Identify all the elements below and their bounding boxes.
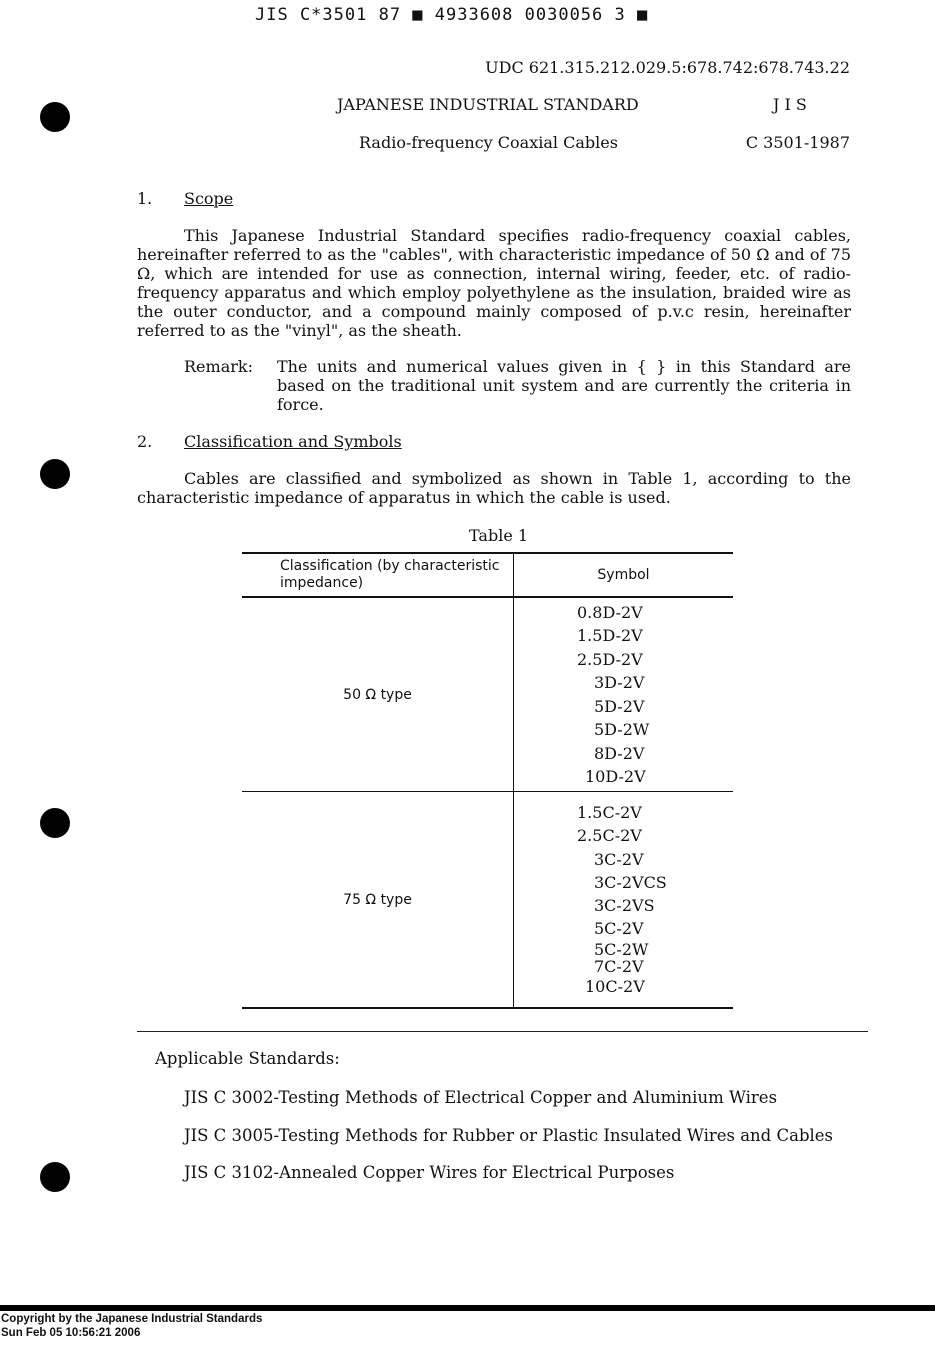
table-row [242, 597, 733, 792]
symbol: 1.5D-2V [577, 626, 643, 645]
classification-cell: 50 Ω type [242, 597, 514, 792]
document-code: C 3501-1987 [745, 133, 850, 152]
remark-label: Remark: [184, 357, 253, 376]
catalog-code: JIS C*3501 87 ■ 4933608 0030056 3 ■ [255, 5, 649, 25]
table-header-row [242, 553, 733, 597]
symbol-cell [514, 792, 734, 1009]
standard-reference: JIS C 3102-Annealed Copper Wires for Electrical Purposes [184, 1163, 675, 1182]
symbol: 8D-2V [594, 743, 645, 763]
punch-hole [40, 1162, 70, 1192]
symbol: 3C-2V [594, 849, 644, 869]
symbol: 1.5C-2V [577, 803, 642, 823]
symbol: 2.5C-2V [577, 826, 642, 846]
page-bottom-bar [0, 1305, 935, 1311]
punch-hole [40, 102, 70, 132]
symbol: 3C-2VCS [594, 872, 667, 892]
document-title: Radio-frequency Coaxial Cables [359, 133, 618, 152]
scope-paragraph [137, 226, 851, 340]
table-1 [242, 552, 733, 1009]
standard-name: JAPANESE INDUSTRIAL STANDARD [337, 95, 639, 114]
classification-text: Cables are classified and symbolized as shown in Table 1, according to the characteristic impedance of apparatus in which the cable is used. [137, 469, 851, 507]
symbol-cell [514, 597, 734, 792]
symbol: 10D-2V [585, 767, 646, 786]
symbol: 2.5D-2V [577, 649, 643, 669]
symbol: 10C-2V [585, 976, 645, 996]
table-caption: Table 1 [469, 526, 529, 545]
section-number: 2. [137, 432, 153, 451]
symbol: 3D-2V [594, 673, 645, 692]
symbol: 5D-2V [594, 696, 645, 716]
symbol: 0.8D-2V [577, 602, 643, 622]
section-title: Classification and Symbols [184, 432, 402, 451]
classification-cell: 75 Ω type [242, 792, 514, 1009]
applicable-standards-heading: Applicable Standards: [155, 1049, 340, 1068]
standard-reference: JIS C 3002-Testing Methods of Electrical Copper and Aluminium Wires [184, 1088, 778, 1107]
header-classification: Classification (by characteristic impedance) [242, 553, 514, 597]
jis-mark: J I S [773, 95, 807, 114]
udc-number: UDC 621.315.212.029.5:678.742:678.743.22 [485, 58, 850, 77]
divider [137, 1031, 868, 1032]
symbol: 5C-2V [594, 919, 644, 939]
symbol: 5C-2W [594, 939, 649, 959]
header-symbol: Symbol [514, 553, 734, 597]
remark-text: The units and numerical values given in { } in this Standard are based on the traditional unit system and are currently the criteria in force. [277, 357, 851, 414]
symbol: 7C-2V [594, 956, 644, 976]
punch-hole [40, 459, 70, 489]
section-number: 1. [137, 189, 153, 208]
symbol: 5D-2W [594, 720, 650, 739]
symbol: 3C-2VS [594, 896, 655, 916]
print-timestamp: Sun Feb 05 10:56:21 2006 [1, 1327, 141, 1339]
section-title: Scope [184, 189, 234, 208]
punch-hole [40, 808, 70, 838]
classification-paragraph [137, 469, 851, 507]
copyright-notice: Copyright by the Japanese Industrial Standards [1, 1313, 263, 1325]
standard-reference: JIS C 3005-Testing Methods for Rubber or Plastic Insulated Wires and Cables [184, 1126, 834, 1145]
scope-text: This Japanese Industrial Standard specifies radio-frequency coaxial cables, hereinafter referred to as the "cables", with characteristic impedance of 50 Ω and of 75 Ω, which are intended for use as connection, internal wiring, feeder, etc. of radio-frequency apparatus and which employ polyethylene as the insulation, braided wire as the outer conductor, and a compound mainly composed of p.v.c resin, hereinafter referred to as the "vinyl", as the sheath. [137, 226, 851, 340]
table-row [242, 792, 733, 1009]
